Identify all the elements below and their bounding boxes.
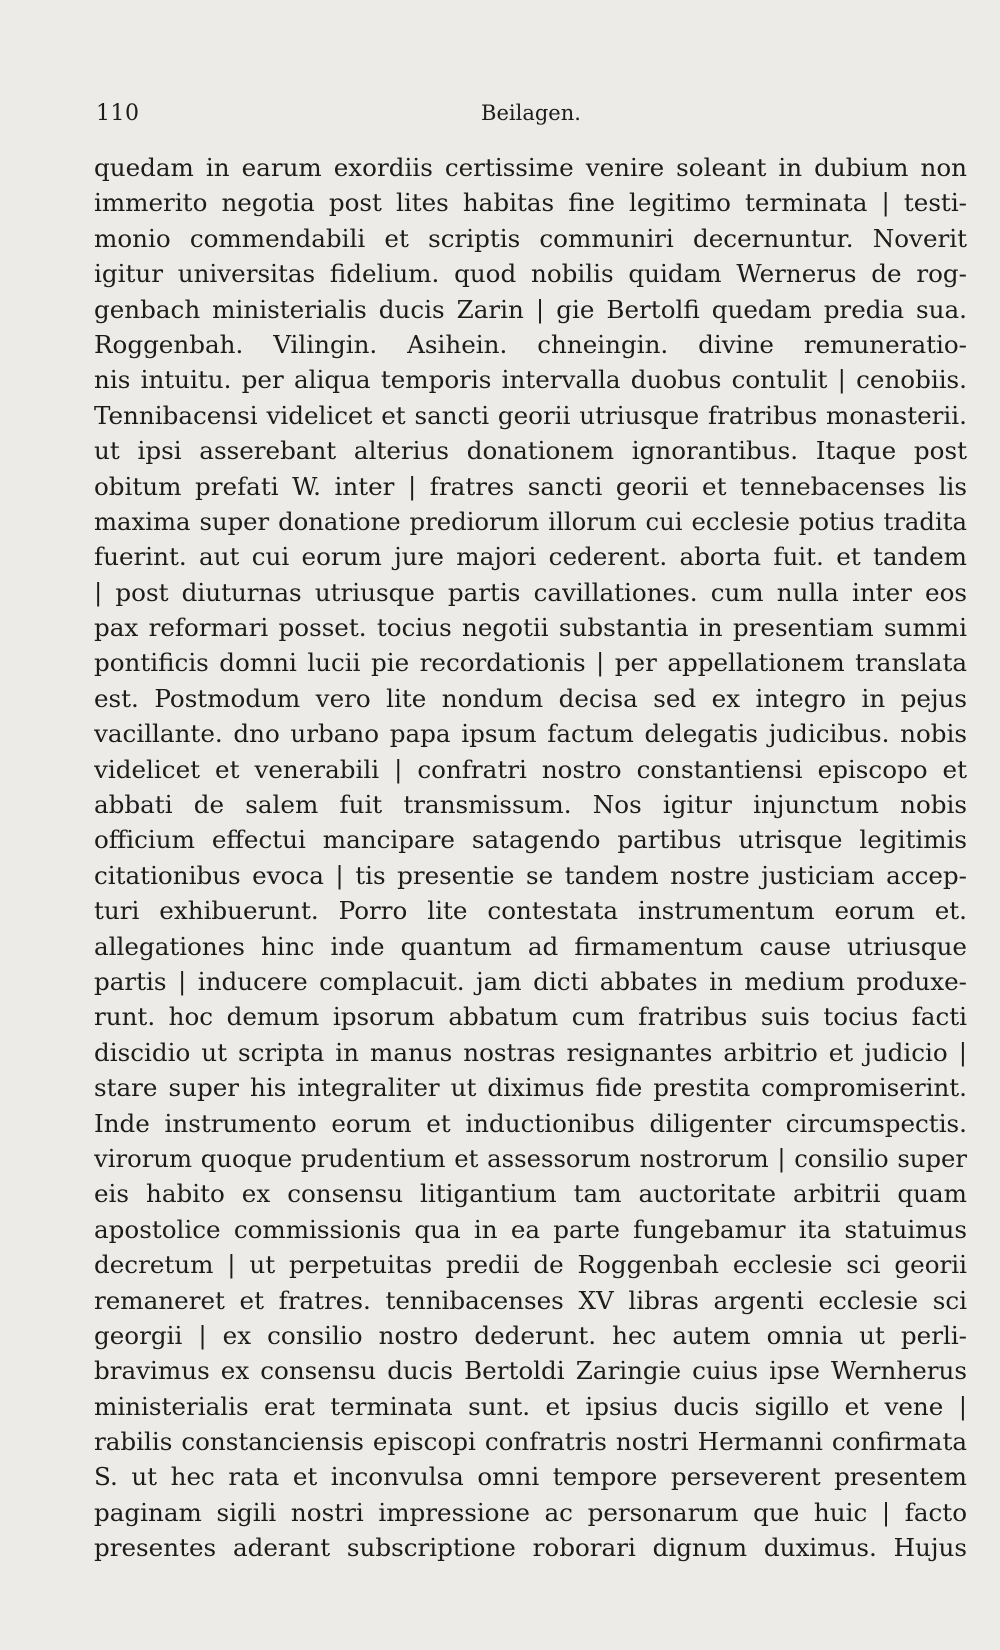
- running-title: Beilagen.: [481, 101, 581, 125]
- text-line: videlicet et venerabili | confratri nostro constantiensi episcopo et: [94, 754, 967, 784]
- text-line: runt. hoc demum ipsorum abbatum cum fratribus suis tocius facti: [94, 1002, 967, 1032]
- text-line: virorum quoque prudentium et assessorum nostrorum | consilio super: [94, 1143, 967, 1173]
- text-line: partis | inducere complacuit. jam dicti abbates in medium produxe-: [94, 966, 967, 996]
- running-head: [96, 101, 966, 131]
- text-line: presentes aderant subscriptione roborari dignum duximus. Hujus: [94, 1533, 967, 1563]
- text-line: Inde instrumento eorum et inductionibus diligenter circumspectis.: [94, 1108, 967, 1138]
- text-line: S. ut hec rata et inconvulsa omni tempore perseverent presentem: [94, 1462, 967, 1492]
- text-line: immerito negotia post lites habitas fine legitimo terminata | testi-: [94, 188, 967, 218]
- text-line: allegationes hinc inde quantum ad firmamentum cause utriusque: [94, 931, 967, 961]
- text-line: ministerialis erat terminata sunt. et ipsius ducis sigillo et vene |: [94, 1391, 967, 1421]
- text-line: est. Postmodum vero lite nondum decisa sed ex integro in pejus: [94, 683, 967, 713]
- text-line: nis intuitu. per aliqua temporis intervalla duobus contulit | cenobiis.: [94, 365, 967, 395]
- text-line: vacillante. dno urbano papa ipsum factum delegatis judicibus. nobis: [94, 719, 967, 749]
- text-line: Roggenbah. Vilingin. Asihein. chneingin. divine remuneratio-: [94, 329, 967, 359]
- text-line: Tennibacensi videlicet et sancti georii utriusque fratribus monasterii.: [94, 400, 967, 430]
- text-line: obitum prefati W. inter | fratres sancti georii et tennebacenses lis: [94, 471, 967, 501]
- text-line: pax reformari posset. tocius negotii substantia in presentiam summi: [94, 613, 967, 643]
- text-line: remaneret et fratres. tennibacenses XV libras argenti ecclesie sci: [94, 1285, 967, 1315]
- text-line: abbati de salem fuit transmissum. Nos igitur injunctum nobis: [94, 790, 967, 820]
- body-text: [94, 150, 967, 1566]
- text-line: officium effectui mancipare satagendo partibus utrisque legitimis: [94, 825, 967, 855]
- text-line: genbach ministerialis ducis Zarin | gie Bertolfi quedam predia sua.: [94, 294, 967, 324]
- text-line: apostolice commissionis qua in ea parte fungebamur ita statuimus: [94, 1214, 967, 1244]
- text-line: fuerint. aut cui eorum jure majori cederent. aborta fuit. et tandem: [94, 542, 967, 572]
- text-line: ut ipsi asserebant alterius donationem ignorantibus. Itaque post: [94, 436, 967, 466]
- text-line: rabilis constanciensis episcopi confratris nostri Hermanni confirmata: [94, 1427, 967, 1457]
- text-line: maxima super donatione prediorum illorum cui ecclesie potius tradita: [94, 506, 967, 536]
- text-line: turi exhibuerunt. Porro lite contestata instrumentum eorum et.: [94, 896, 967, 926]
- text-line: pontificis domni lucii pie recordationis | per appellationem translata: [94, 648, 967, 678]
- page-number: 110: [96, 101, 140, 126]
- text-line: paginam sigili nostri impressione ac personarum que huic | facto: [94, 1497, 967, 1527]
- text-line: decretum | ut perpetuitas predii de Roggenbah ecclesie sci georii: [94, 1250, 967, 1280]
- text-line: monio commendabili et scriptis communiri decernuntur. Noverit: [94, 223, 967, 253]
- text-line: discidio ut scripta in manus nostras resignantes arbitrio et judicio |: [94, 1037, 967, 1067]
- text-line: | post diuturnas utriusque partis cavillationes. cum nulla inter eos: [94, 577, 967, 607]
- text-line: georgii | ex consilio nostro dederunt. hec autem omnia ut perli-: [94, 1320, 967, 1350]
- text-line: eis habito ex consensu litigantium tam auctoritate arbitrii quam: [94, 1179, 967, 1209]
- text-line: quedam in earum exordiis certissime venire soleant in dubium non: [94, 153, 967, 182]
- text-line: citationibus evoca | tis presentie se tandem nostre justiciam accep-: [94, 860, 967, 890]
- text-line: bravimus ex consensu ducis Bertoldi Zaringie cuius ipse Wernherus: [94, 1356, 967, 1386]
- text-line: stare super his integraliter ut diximus fide prestita compromiserint.: [94, 1073, 967, 1103]
- text-line: igitur universitas fidelium. quod nobilis quidam Wernerus de rog-: [94, 259, 967, 289]
